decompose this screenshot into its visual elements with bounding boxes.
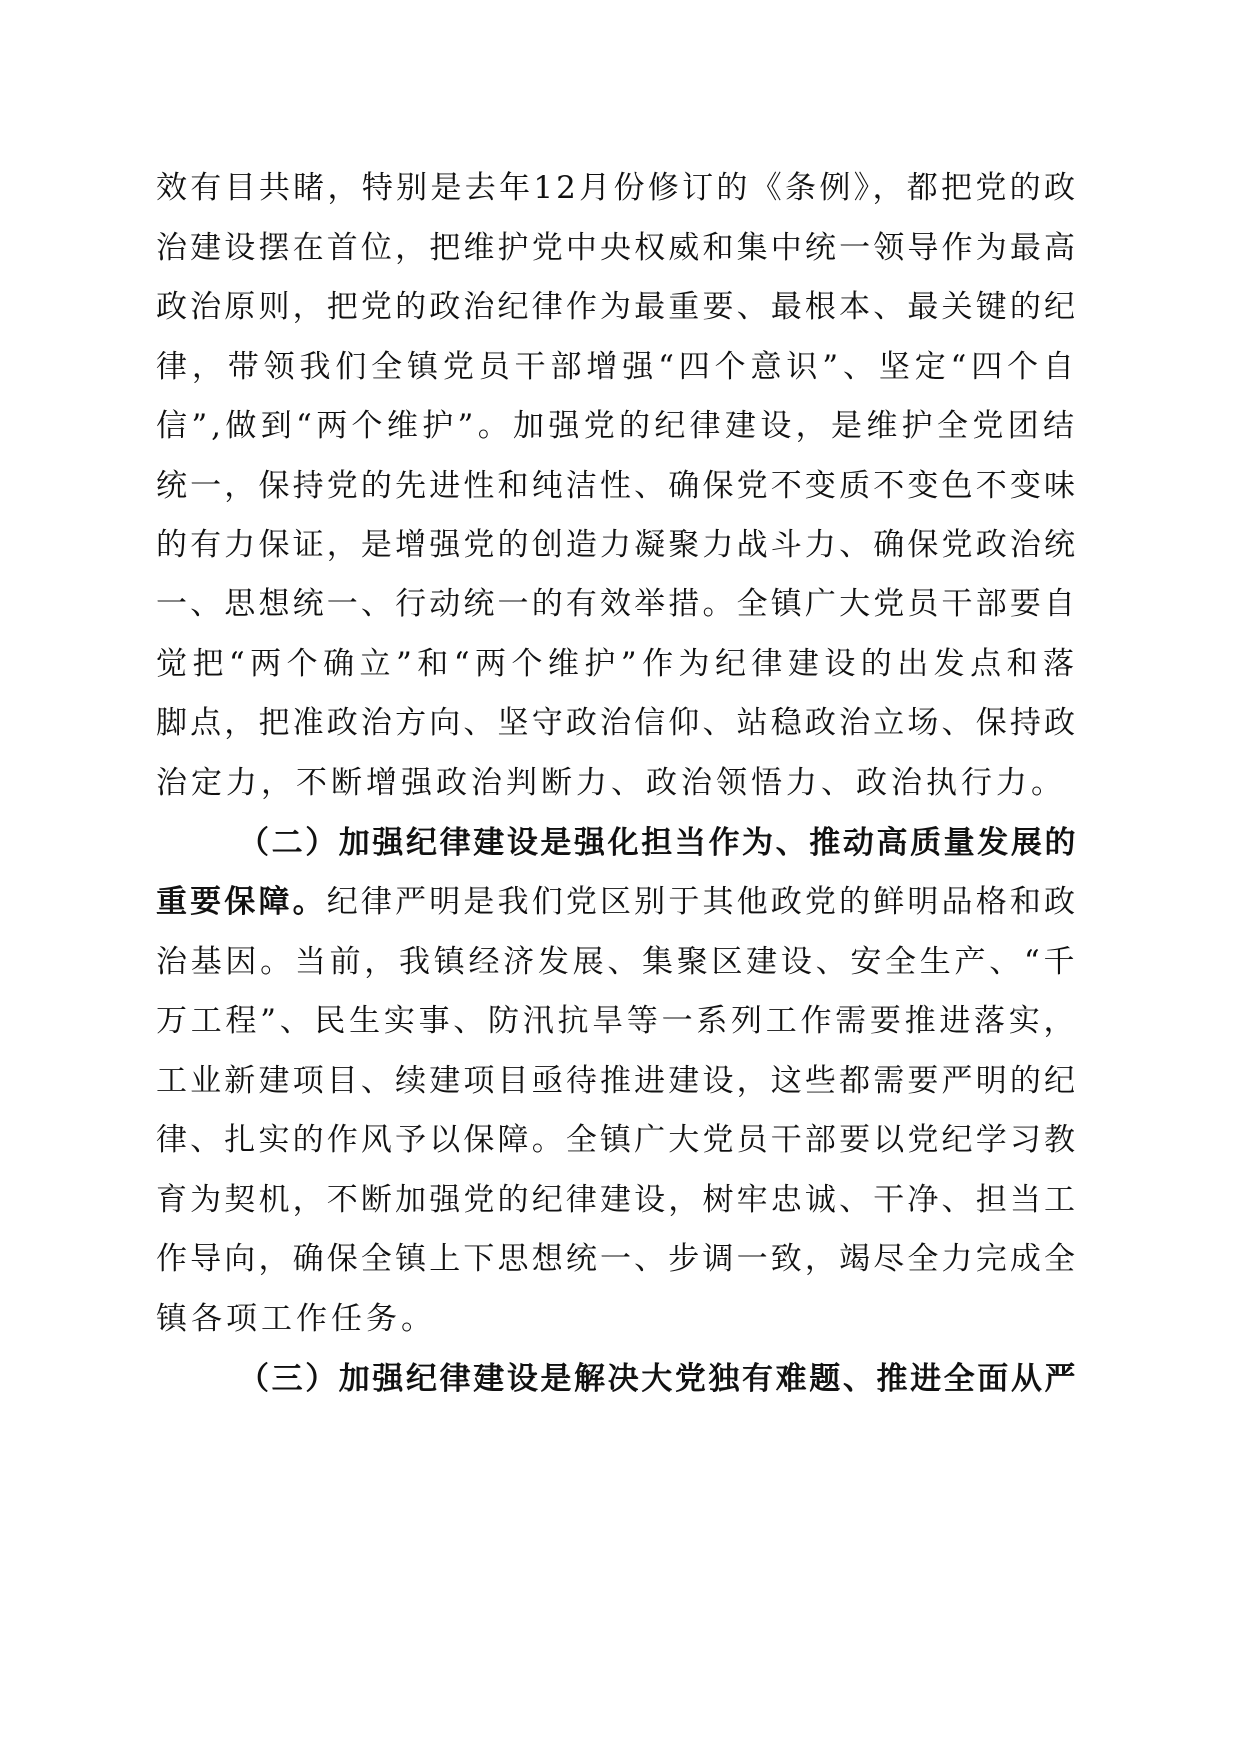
paragraph-line: 律、扎实的作风予以保障。全镇广大党员干部要以党纪学习教 — [156, 1122, 1078, 1158]
paragraph-line: 万工程”、民生实事、防汛抗旱等一系列工作需要推进落实， — [156, 1003, 1078, 1039]
paragraph-line: 信”,做到“两个维护”。加强党的纪律建设，是维护全党团结 — [156, 408, 1078, 444]
paragraph-line: 作导向，确保全镇上下思想统一、步调一致，竭尽全力完成全 — [156, 1241, 1078, 1277]
paragraph-line: 镇各项工作任务。 — [156, 1301, 436, 1337]
paragraph-line: 一、思想统一、行动统一的有效举措。全镇广大党员干部要自 — [156, 586, 1078, 622]
paragraph-text: 纪律严明是我们党区别于其他政党的鲜明品格和政 — [326, 884, 1079, 920]
section-heading: （二）加强纪律建设是强化担当作为、推动高质量发展的 — [238, 825, 1078, 861]
paragraph-line: 觉把“两个确立”和“两个维护”作为纪律建设的出发点和落 — [156, 646, 1078, 682]
paragraph-line: 脚点，把准政治方向、坚守政治信仰、站稳政治立场、保持政 — [156, 705, 1078, 741]
paragraph-line: 治建设摆在首位，把维护党中央权威和集中统一领导作为最高 — [156, 230, 1078, 266]
paragraph-line: 的有力保证，是增强党的创造力凝聚力战斗力、确保党政治统 — [156, 527, 1078, 563]
paragraph-line: 治基因。当前，我镇经济发展、集聚区建设、安全生产、“千 — [156, 944, 1078, 980]
paragraph-line: 工业新建项目、续建项目亟待推进建设，这些都需要严明的纪 — [156, 1063, 1078, 1099]
paragraph-line: 效有目共睹，特别是去年12月份修订的《条例》，都把党的政 — [156, 170, 1078, 206]
paragraph-line: 育为契机，不断加强党的纪律建设，树牢忠诚、干净、担当工 — [156, 1182, 1078, 1218]
section-heading: （三）加强纪律建设是解决大党独有难题、推进全面从严 — [238, 1361, 1078, 1397]
paragraph-line: 律，带领我们全镇党员干部增强“四个意识”、坚定“四个自 — [156, 349, 1078, 385]
paragraph-line: 政治原则，把党的政治纪律作为最重要、最根本、最关键的纪 — [156, 289, 1078, 325]
paragraph-line: 治定力，不断增强政治判断力、政治领悟力、政治执行力。 — [156, 765, 1066, 801]
section-heading-tail: 重要保障。 — [156, 884, 327, 920]
paragraph-line: 统一，保持党的先进性和纯洁性、确保党不变质不变色不变味 — [156, 468, 1078, 504]
paragraph-line — [156, 872, 1078, 932]
